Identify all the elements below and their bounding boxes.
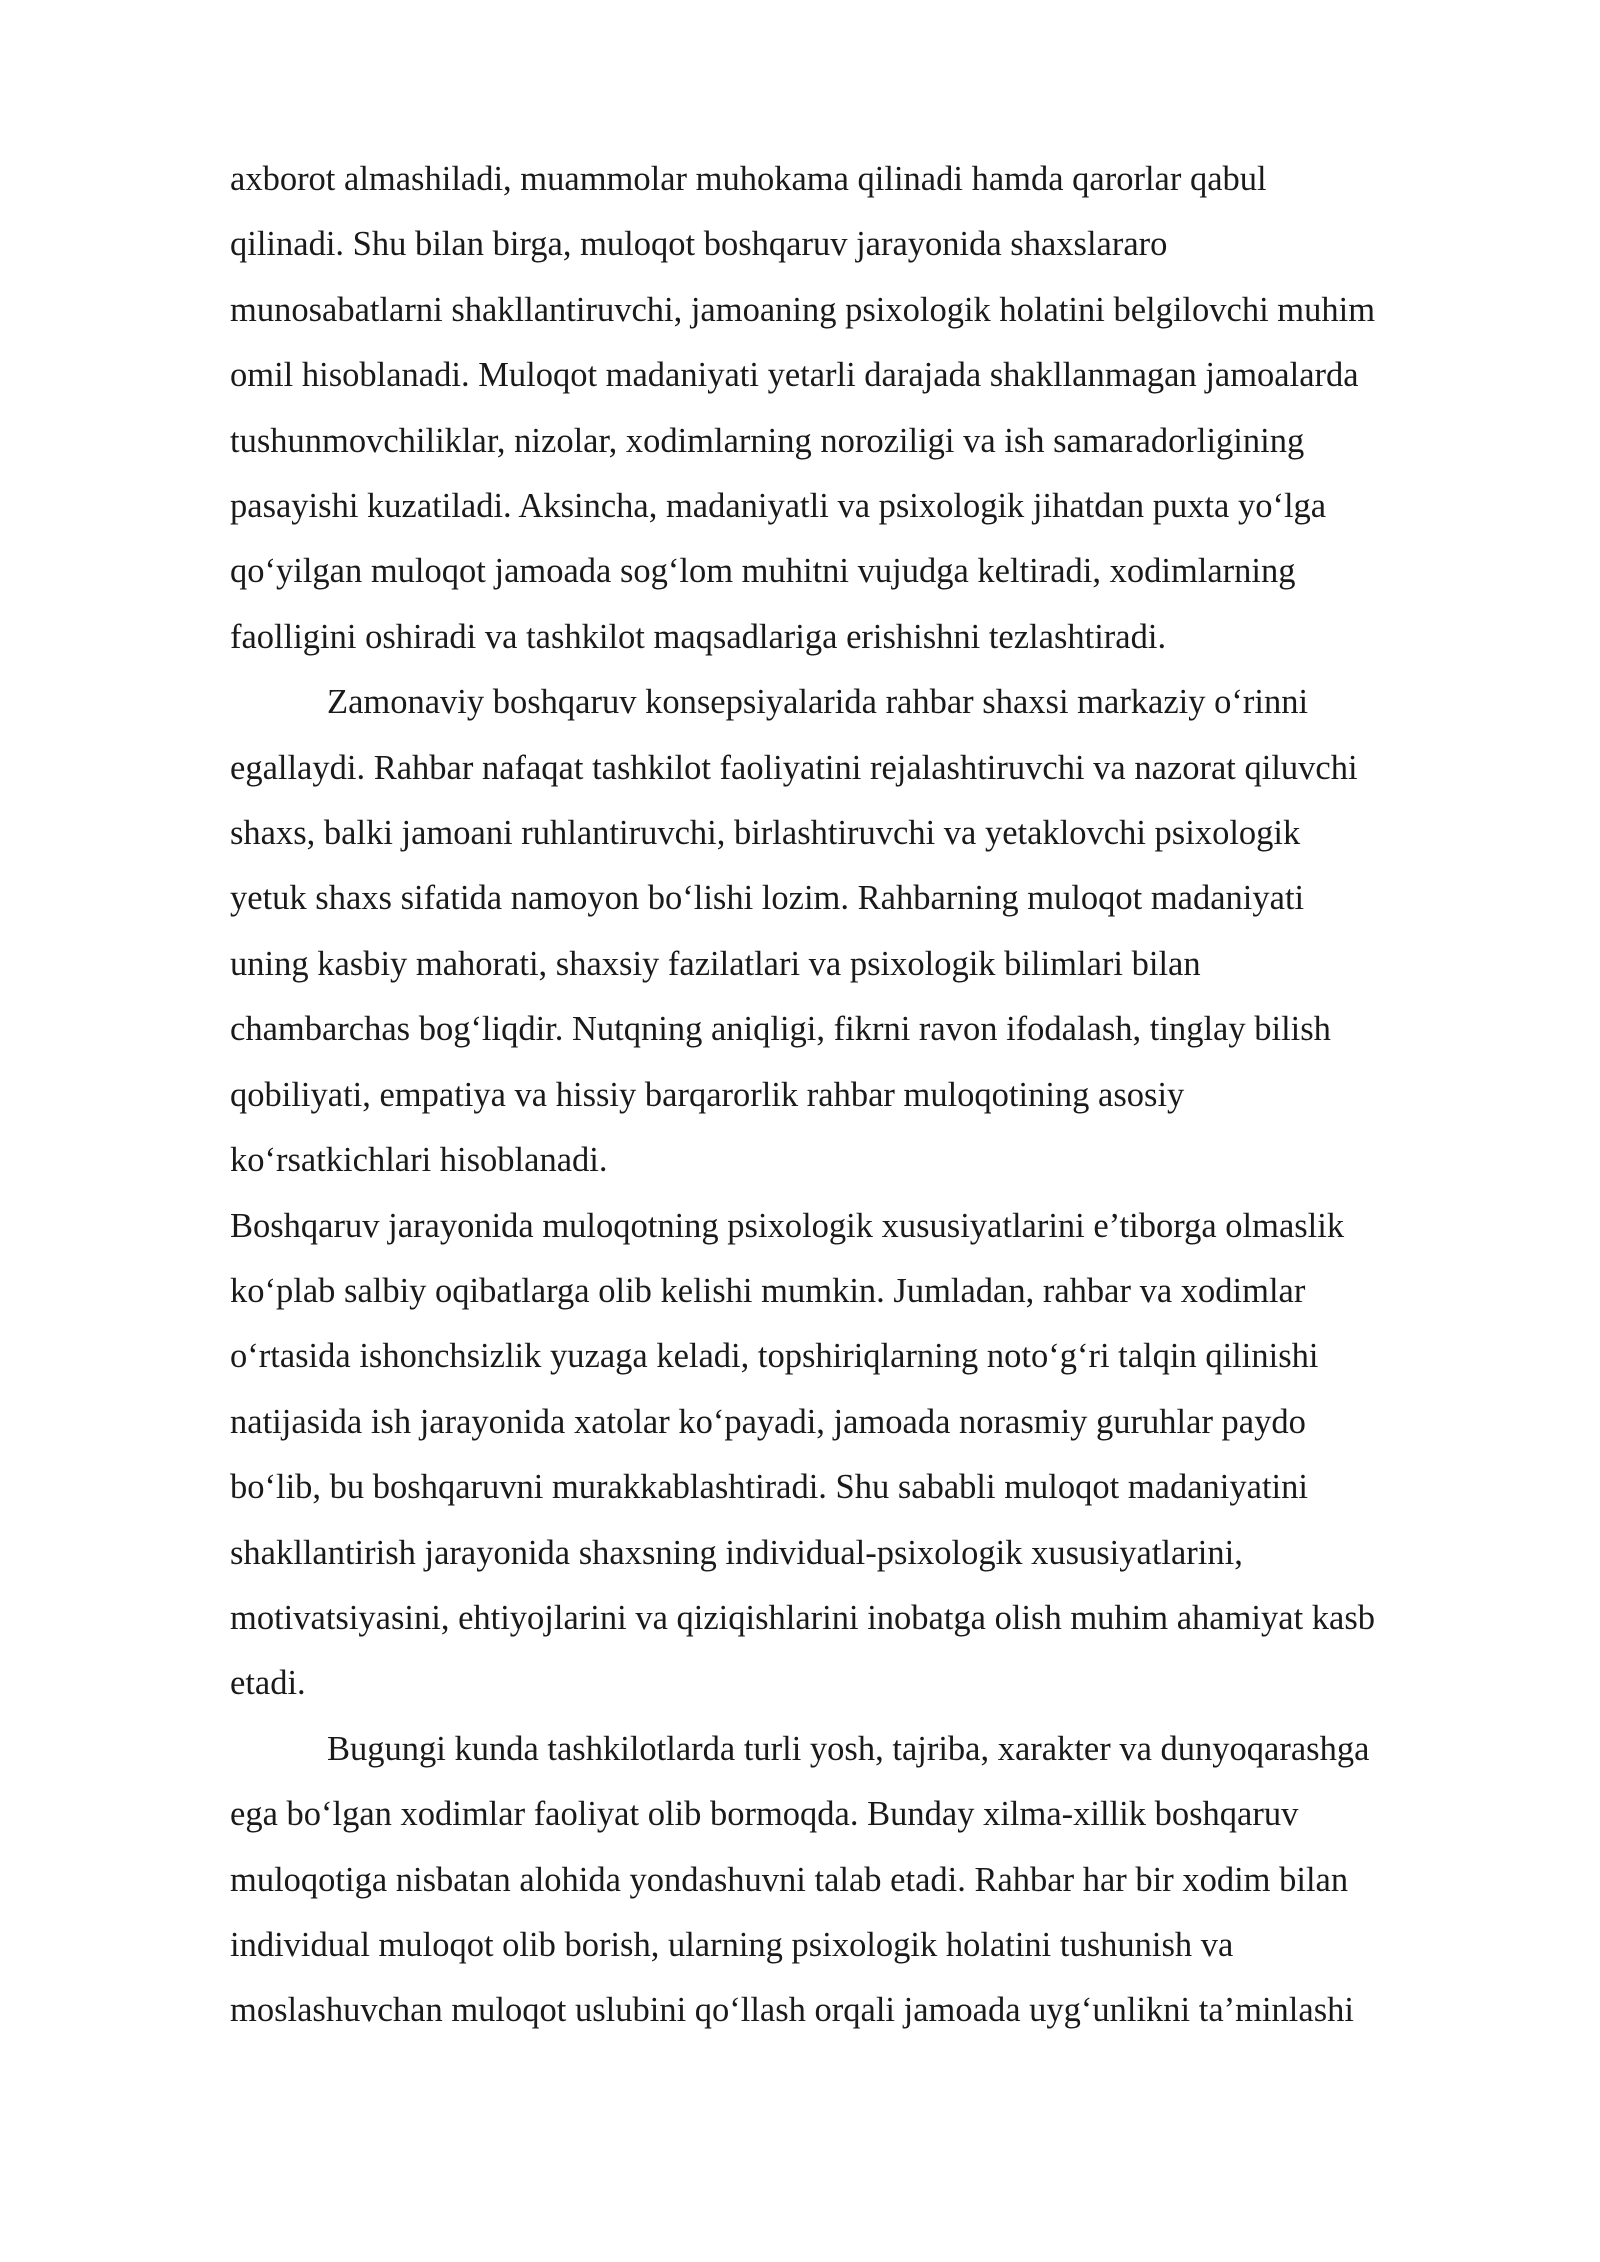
text-line: yetuk shaxs sifatida namoyon boʻlishi lozim. Rahbarning muloqot madaniyati: [230, 879, 1305, 918]
text-line: uning kasbiy mahorati, shaxsiy fazilatlari va psixologik bilimlari bilan: [230, 944, 1201, 983]
text-line: shakllantirish jarayonida shaxsning individual-psixologik xususiyatlarini,: [230, 1533, 1243, 1572]
text-line: ega boʻlgan xodimlar faoliyat olib bormoqda. Bunday xilma-xillik boshqaruv: [230, 1795, 1299, 1834]
text-line: shaxs, balki jamoani ruhlantiruvchi, birlashtiruvchi va yetaklovchi psixologik: [230, 814, 1301, 853]
text-line: pasayishi kuzatiladi. Aksincha, madaniyatli va psixologik jihatdan puxta yoʻlga: [230, 487, 1327, 526]
text-line: Boshqaruv jarayonida muloqotning psixologik xususiyatlarini e’tiborga olmaslik: [230, 1206, 1345, 1245]
text-line: etadi.: [230, 1664, 306, 1703]
text-line: qilinadi. Shu bilan birga, muloqot boshqaruv jarayonida shaxslararo: [230, 225, 1168, 264]
text-line: qobiliyati, empatiya va hissiy barqarorlik rahbar muloqotining asosiy: [230, 1075, 1185, 1114]
text-line: qoʻyilgan muloqot jamoada sogʻlom muhitni vujudga keltiradi, xodimlarning: [230, 552, 1296, 591]
text-line: oʻrtasida ishonchsizlik yuzaga keladi, topshiriqlarning notoʻgʻri talqin qilinishi: [230, 1337, 1319, 1376]
text-line: muloqotiga nisbatan alohida yondashuvni talab etadi. Rahbar har bir xodim bilan: [230, 1860, 1349, 1899]
paragraph: [230, 670, 1490, 1193]
text-line: boʻlib, bu boshqaruvni murakkablashtiradi. Shu sababli muloqot madaniyatini: [230, 1468, 1308, 1507]
paragraph: [230, 1194, 1490, 1717]
text-line: individual muloqot olib borish, ularning psixologik holatini tushunish va: [230, 1925, 1234, 1964]
text-line: moslashuvchan muloqot uslubini qoʻllash orqali jamoada uygʻunlikni ta’minlashi: [230, 1991, 1354, 2030]
text-line: egallaydi. Rahbar nafaqat tashkilot faoliyatini rejalashtiruvchi va nazorat qiluvchi: [230, 748, 1358, 787]
text-line: koʻplab salbiy oqibatlarga olib kelishi mumkin. Jumladan, rahbar va xodimlar: [230, 1271, 1306, 1310]
text-line: axborot almashiladi, muammolar muhokama qilinadi hamda qarorlar qabul: [230, 160, 1267, 198]
text-line: munosabatlarni shakllantiruvchi, jamoaning psixologik holatini belgilovchi muhim: [230, 290, 1376, 329]
text-line: koʻrsatkichlari hisoblanadi.: [230, 1141, 608, 1180]
text-line: natijasida ish jarayonida xatolar koʻpayadi, jamoada norasmiy guruhlar paydo: [230, 1402, 1306, 1441]
text-line: motivatsiyasini, ehtiyojlarini va qiziqishlarini inobatga olish muhim ahamiyat kasb: [230, 1598, 1376, 1637]
paragraph: [230, 1717, 1490, 2044]
paragraph: [230, 147, 1490, 670]
text-line: omil hisoblanadi. Muloqot madaniyati yetarli darajada shakllanmagan jamoalarda: [230, 356, 1359, 395]
text-line: Zamonaviy boshqaruv konsepsiyalarida rahbar shaxsi markaziy oʻrinni: [327, 683, 1309, 722]
body-text: [230, 147, 1490, 2044]
text-line: tushunmovchiliklar, nizolar, xodimlarning noroziligi va ish samaradorligining: [230, 421, 1305, 460]
text-line: Bugungi kunda tashkilotlarda turli yosh, tajriba, xarakter va dunyoqarashga: [327, 1729, 1370, 1768]
text-line: faolligini oshiradi va tashkilot maqsadlariga erishishni tezlashtiradi.: [230, 617, 1167, 656]
text-line: chambarchas bogʻliqdir. Nutqning aniqligi, fikrni ravon ifodalash, tinglay bilish: [230, 1010, 1331, 1049]
